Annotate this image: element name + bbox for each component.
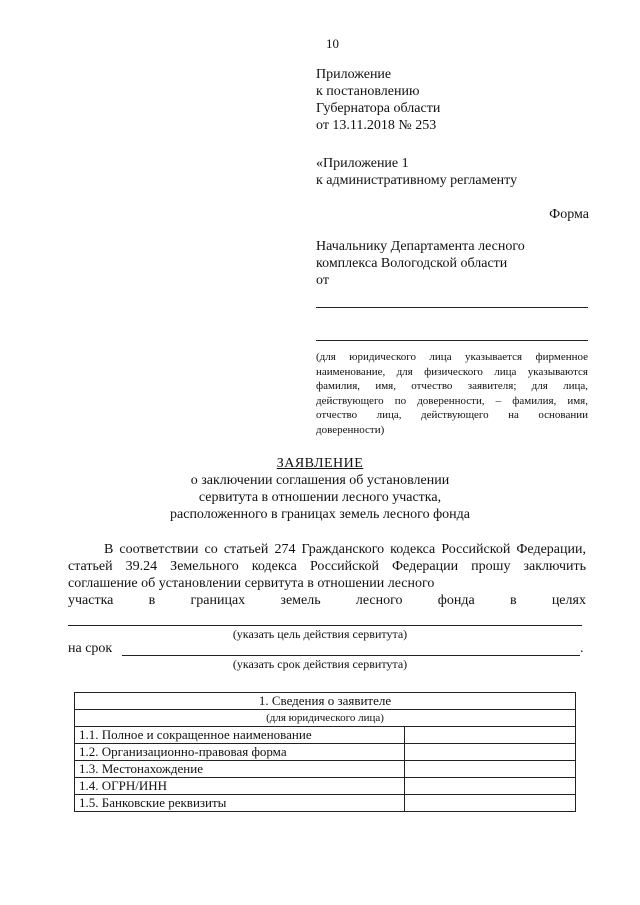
body-word: лесного [355, 593, 403, 608]
table-row-label: 1.1. Полное и сокращенное наименование [75, 727, 405, 744]
purpose-hint: (указать цель действия сервитута) [232, 627, 408, 641]
body-word: в [509, 593, 517, 608]
table-row [75, 778, 576, 795]
document-title [0, 455, 640, 523]
purpose-blank-line [68, 625, 582, 626]
term-label: на срок [68, 641, 113, 656]
appendix-line: от 13.11.2018 № 253 [316, 118, 437, 133]
appendix-ref-line: к административному регламенту [316, 173, 518, 188]
title-subline: расположенного в границах земель лесного фонда [170, 507, 470, 522]
appendix-reference [316, 155, 517, 189]
appendix-line: Губернатора области [316, 101, 441, 116]
term-hint: (указать срок действия сервитута) [232, 657, 408, 671]
body-word: земель [280, 593, 321, 608]
body-word: целях [551, 593, 586, 608]
table-row-label: 1.5. Банковские реквизиты [75, 795, 405, 812]
body-word: в [148, 593, 156, 608]
table-value-cell[interactable] [405, 778, 576, 795]
table-row [75, 710, 576, 727]
form-label: Форма [549, 207, 589, 222]
applicant-info-table [74, 692, 576, 812]
table-section-subtitle: (для юридического лица) [75, 710, 576, 727]
table-value-cell[interactable] [405, 761, 576, 778]
addressee-line: Начальнику Департамента лесного [316, 239, 525, 254]
table-row-label: 1.2. Организационно-правовая форма [75, 744, 405, 761]
body-paragraph: В соответствии со статьей 274 Гражданского кодекса Российской Федерации, статьей 39.24 Земельного кодекса Российской Федерации прошу заключить соглашение об установлении сервитута в отношении лесного [68, 542, 586, 591]
table-value-cell[interactable] [405, 744, 576, 761]
table-row [75, 727, 576, 744]
table-row-label: 1.4. ОГРН/ИНН [75, 778, 405, 795]
body-word: фонда [437, 593, 475, 608]
table-value-cell[interactable] [405, 727, 576, 744]
addressee-line: комплекса Вологодской области [316, 256, 508, 271]
appendix-line: Приложение [316, 67, 392, 82]
body-text [68, 541, 586, 609]
body-word: границах [190, 593, 246, 608]
term-period: . [580, 641, 584, 656]
title-subline: о заключении соглашения об установлении [190, 473, 450, 488]
term-blank-line [122, 655, 580, 656]
addressee-block [316, 238, 525, 289]
table-row-label: 1.3. Местонахождение [75, 761, 405, 778]
addressee-from: от [316, 273, 329, 288]
body-word: участка [68, 593, 114, 608]
table-row [75, 761, 576, 778]
appendix-line: к постановлению [316, 84, 420, 99]
appendix-ref-line: «Приложение 1 [316, 156, 409, 171]
appendix-header [316, 66, 440, 134]
applicant-note: (для юридического лица указывается фирменное наименование, для физического лица указываются фамилия, имя, отчество заявителя; для лица, действующего по доверенности, – фамилия, имя, отчество лица, действующего на основании доверенности) [316, 351, 588, 436]
table-row [75, 744, 576, 761]
page-number: 10 [326, 36, 339, 51]
table-row [75, 693, 576, 710]
applicant-blank-line [316, 340, 588, 341]
table-section-title: 1. Сведения о заявителе [75, 693, 576, 710]
table-row [75, 795, 576, 812]
title-subline: сервитута в отношении лесного участка, [198, 490, 442, 505]
applicant-blank-line [316, 307, 588, 308]
title-main: ЗАЯВЛЕНИЕ [276, 456, 364, 471]
body-last-line [68, 592, 586, 609]
table-value-cell[interactable] [405, 795, 576, 812]
